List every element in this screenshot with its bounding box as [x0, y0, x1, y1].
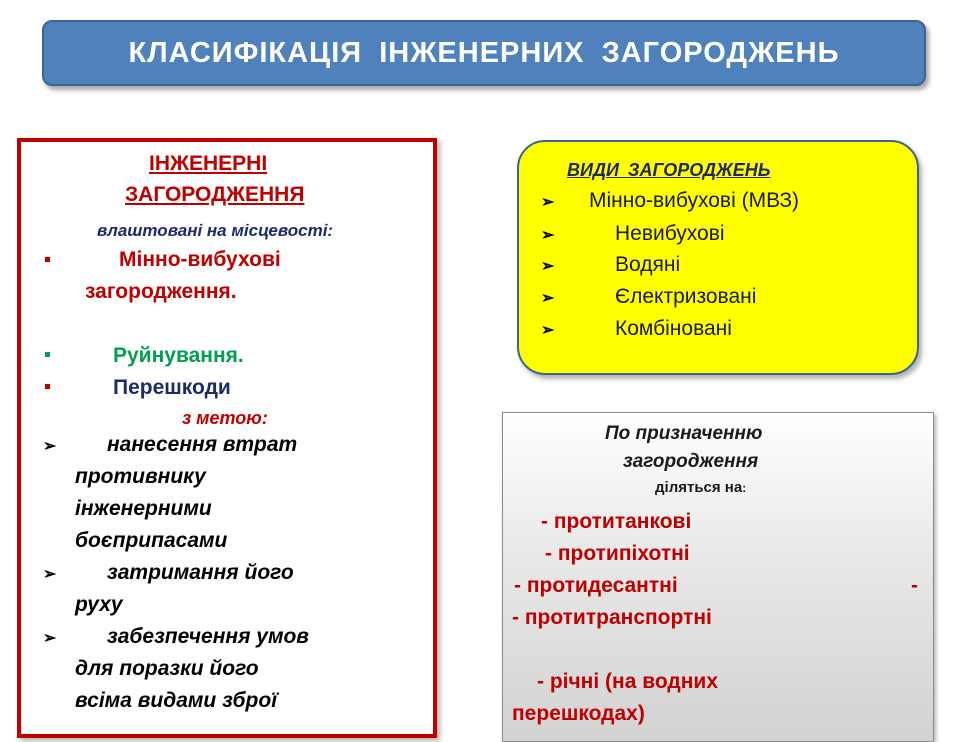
type-item: Комбіновані — [615, 317, 732, 340]
purpose-heading-line1: По призначенню — [605, 423, 763, 444]
arrow-bullet-icon: ➢ — [541, 290, 555, 307]
goal-delay-line1: затримання його — [107, 561, 294, 584]
arrow-bullet-icon: ➢ — [541, 322, 555, 339]
goal-losses-line2: противнику — [75, 465, 206, 488]
square-bullet-icon — [45, 384, 50, 389]
goal-losses-line4: боєприпасами — [75, 529, 228, 552]
purpose-heading-line3-colon: : — [742, 481, 747, 495]
arrow-bullet-icon: ➢ — [541, 227, 555, 244]
goal-conditions-line2: для поразки його — [75, 657, 259, 680]
types-heading: ВИДИ ЗАГОРОДЖЕНЬ — [567, 160, 771, 180]
goal-losses-line3: інженерними — [75, 497, 212, 520]
obstacle-types-box — [517, 140, 919, 375]
type-item: Невибухові — [615, 222, 725, 245]
arrow-bullet-icon: ➢ — [43, 630, 57, 647]
purpose-heading-line3-text: діляться на — [655, 479, 743, 496]
type-item: Мінно-вибухові (МВЗ) — [589, 189, 800, 212]
goal-losses-line1: нанесення втрат — [107, 433, 298, 456]
type-item: Водяні — [615, 253, 681, 276]
purpose-item: - протитанкові — [541, 510, 692, 533]
left-heading-line1: ІНЖЕНЕРНІ — [149, 152, 268, 175]
purpose-item: - протидесантні — [514, 574, 678, 597]
purpose-item: - протипіхотні — [545, 542, 690, 565]
purpose-heading-line3 — [655, 479, 746, 496]
title-banner — [42, 20, 926, 86]
goal-delay-line2: руху — [75, 593, 123, 616]
arrow-bullet-icon: ➢ — [43, 566, 57, 583]
item-obstacles: Перешкоди — [113, 376, 231, 399]
item-mine-explosive-line1: Мінно-вибухові — [119, 248, 281, 271]
purpose-heading-line2: загородження — [623, 451, 759, 472]
left-subtitle: влаштовані на місцевості: — [97, 221, 334, 240]
arrow-bullet-icon: ➢ — [541, 258, 555, 275]
square-bullet-icon — [45, 257, 50, 262]
square-bullet-icon — [45, 352, 50, 357]
goal-conditions-line3: всіма видами зброї — [75, 689, 278, 712]
type-item: Єлектризовані — [615, 285, 757, 308]
arrow-bullet-icon: ➢ — [43, 438, 57, 455]
purpose-box — [502, 412, 934, 742]
left-heading-line2: ЗАГОРОДЖЕННЯ — [125, 183, 305, 206]
arrow-bullet-icon: ➢ — [541, 194, 555, 211]
engineering-obstacles-box — [17, 138, 437, 738]
purpose-item: - протитранспортні — [512, 606, 712, 629]
purpose-item: - річні (на водних — [537, 670, 719, 693]
purpose-item: перешкодах) — [512, 702, 645, 725]
purpose-item-dash: - — [911, 574, 918, 597]
item-destruction: Руйнування. — [113, 344, 244, 367]
purpose-label: з метою: — [182, 408, 268, 428]
goal-conditions-line1: забезпечення умов — [107, 625, 309, 648]
page-title: КЛАСИФІКАЦІЯ ІНЖЕНЕРНИХ ЗАГОРОДЖЕНЬ — [128, 36, 840, 69]
item-mine-explosive-line2: загородження. — [85, 280, 237, 303]
